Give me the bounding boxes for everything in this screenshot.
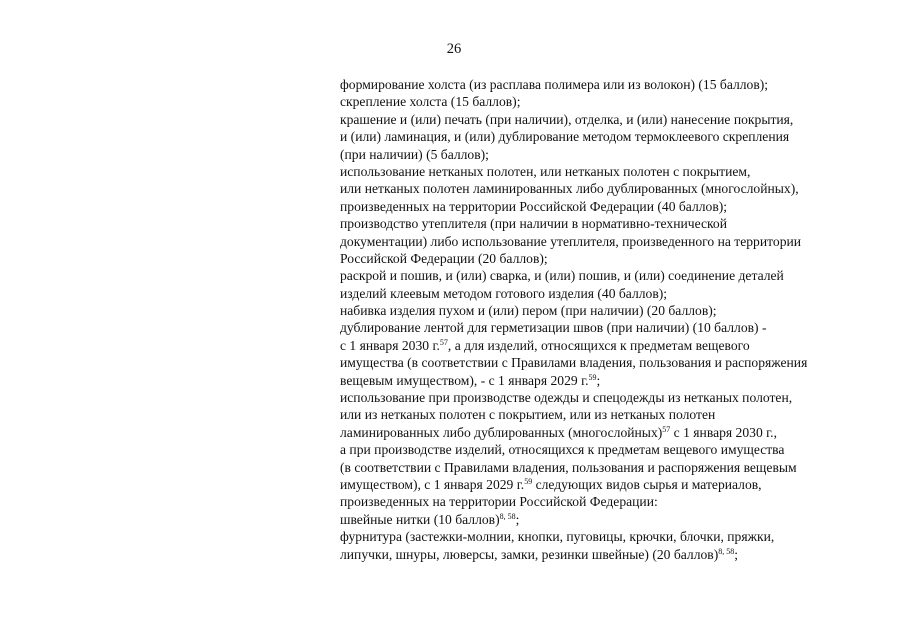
text-segment: использование нетканых полотен, или нетканых полотен с покрытием, <box>340 163 751 179</box>
text-segment: производство утеплителя (при наличии в нормативно-технической <box>340 216 727 232</box>
footnote-reference: 8, 58 <box>718 546 735 556</box>
text-segment: (при наличии) (5 баллов); <box>340 146 489 162</box>
text-line <box>340 128 860 145</box>
text-line <box>340 215 860 232</box>
text-segment: скрепление холста (15 баллов); <box>340 94 521 110</box>
text-segment: (в соответствии с Правилами владения, пользования и распоряжения вещевым <box>340 459 797 475</box>
text-segment: крашение и (или) печать (при наличии), отделка, и (или) нанесение покрытия, <box>340 111 794 127</box>
text-segment: или из нетканых полотен с покрытием, или из нетканых полотен <box>340 407 716 423</box>
text-segment: следующих видов сырья и материалов, <box>532 476 762 492</box>
text-line <box>340 250 860 267</box>
footnote-reference: 59 <box>588 372 597 382</box>
text-segment: вещевым имуществом), - с 1 января 2029 г. <box>340 372 589 388</box>
text-segment: имущества (в соответствии с Правилами владения, пользования и распоряжения <box>340 355 808 371</box>
text-line <box>340 319 860 336</box>
text-segment: дублирование лентой для герметизации швов (при наличии) (10 баллов) - <box>340 320 767 336</box>
text-line <box>340 111 860 128</box>
text-segment: раскрой и пошив, и (или) сварка, и (или) пошив, и (или) соединение деталей <box>340 268 784 284</box>
text-line <box>340 372 860 389</box>
text-line <box>340 493 860 510</box>
text-segment: швейные нитки (10 баллов) <box>340 511 500 527</box>
text-line <box>340 546 860 563</box>
text-line <box>340 389 860 406</box>
text-segment: с 1 января 2030 г. <box>340 337 440 353</box>
text-segment: ламинированных либо дублированных (многослойных) <box>340 424 663 440</box>
text-segment: произведенных на территории Российской Федерации (40 баллов); <box>340 198 728 214</box>
text-line <box>340 180 860 197</box>
text-segment: с 1 января 2030 г., <box>670 424 777 440</box>
text-line <box>340 285 860 302</box>
text-line <box>340 441 860 458</box>
text-line <box>340 146 860 163</box>
text-segment: и (или) ламинация, и (или) дублирование методом термоклеевого скрепления <box>340 129 790 145</box>
text-line <box>340 528 860 545</box>
document-body <box>340 76 860 563</box>
text-segment: фурнитура (застежки-молнии, кнопки, пуговицы, крючки, блочки, пряжки, <box>340 529 775 545</box>
text-segment: документации) либо использование утеплителя, произведенного на территории <box>340 233 802 249</box>
text-line <box>340 76 860 93</box>
text-segment: формирование холста (из расплава полимера или из волокон) (15 баллов); <box>340 77 769 92</box>
text-segment: ; <box>596 372 601 388</box>
text-line <box>340 459 860 476</box>
footnote-reference: 57 <box>439 337 448 347</box>
footnote-reference: 57 <box>662 424 671 434</box>
text-segment: а при производстве изделий, относящихся к предметам вещевого имущества <box>340 442 785 458</box>
text-line <box>340 424 860 441</box>
footnote-reference: 8, 58 <box>499 511 516 521</box>
text-line <box>340 406 860 423</box>
footnote-reference: 59 <box>524 476 533 486</box>
text-segment: ; <box>515 511 520 527</box>
text-line <box>340 93 860 110</box>
text-line <box>340 337 860 354</box>
text-segment: использование при производстве одежды и спецодежды из нетканых полотен, <box>340 390 793 406</box>
text-segment: имуществом), с 1 января 2029 г. <box>340 476 525 492</box>
text-segment: произведенных на территории Российской Федерации: <box>340 494 658 510</box>
text-line <box>340 267 860 284</box>
text-line <box>340 163 860 180</box>
text-line <box>340 511 860 528</box>
text-segment: липучки, шнуры, люверсы, замки, резинки швейные) (20 баллов) <box>340 546 719 562</box>
text-line <box>340 302 860 319</box>
text-segment: Российской Федерации (20 баллов); <box>340 250 548 266</box>
text-segment: или нетканых полотен ламинированных либо дублированных (многослойных), <box>340 181 799 197</box>
text-line <box>340 233 860 250</box>
text-line <box>340 476 860 493</box>
text-line <box>340 354 860 371</box>
text-line <box>340 198 860 215</box>
text-segment: ; <box>734 546 739 562</box>
text-segment: изделий клеевым методом готового изделия (40 баллов); <box>340 285 668 301</box>
text-segment: , а для изделий, относящихся к предметам вещевого <box>447 337 750 353</box>
text-segment: набивка изделия пухом и (или) пером (при наличии) (20 баллов); <box>340 303 717 319</box>
page-number: 26 <box>446 41 462 57</box>
